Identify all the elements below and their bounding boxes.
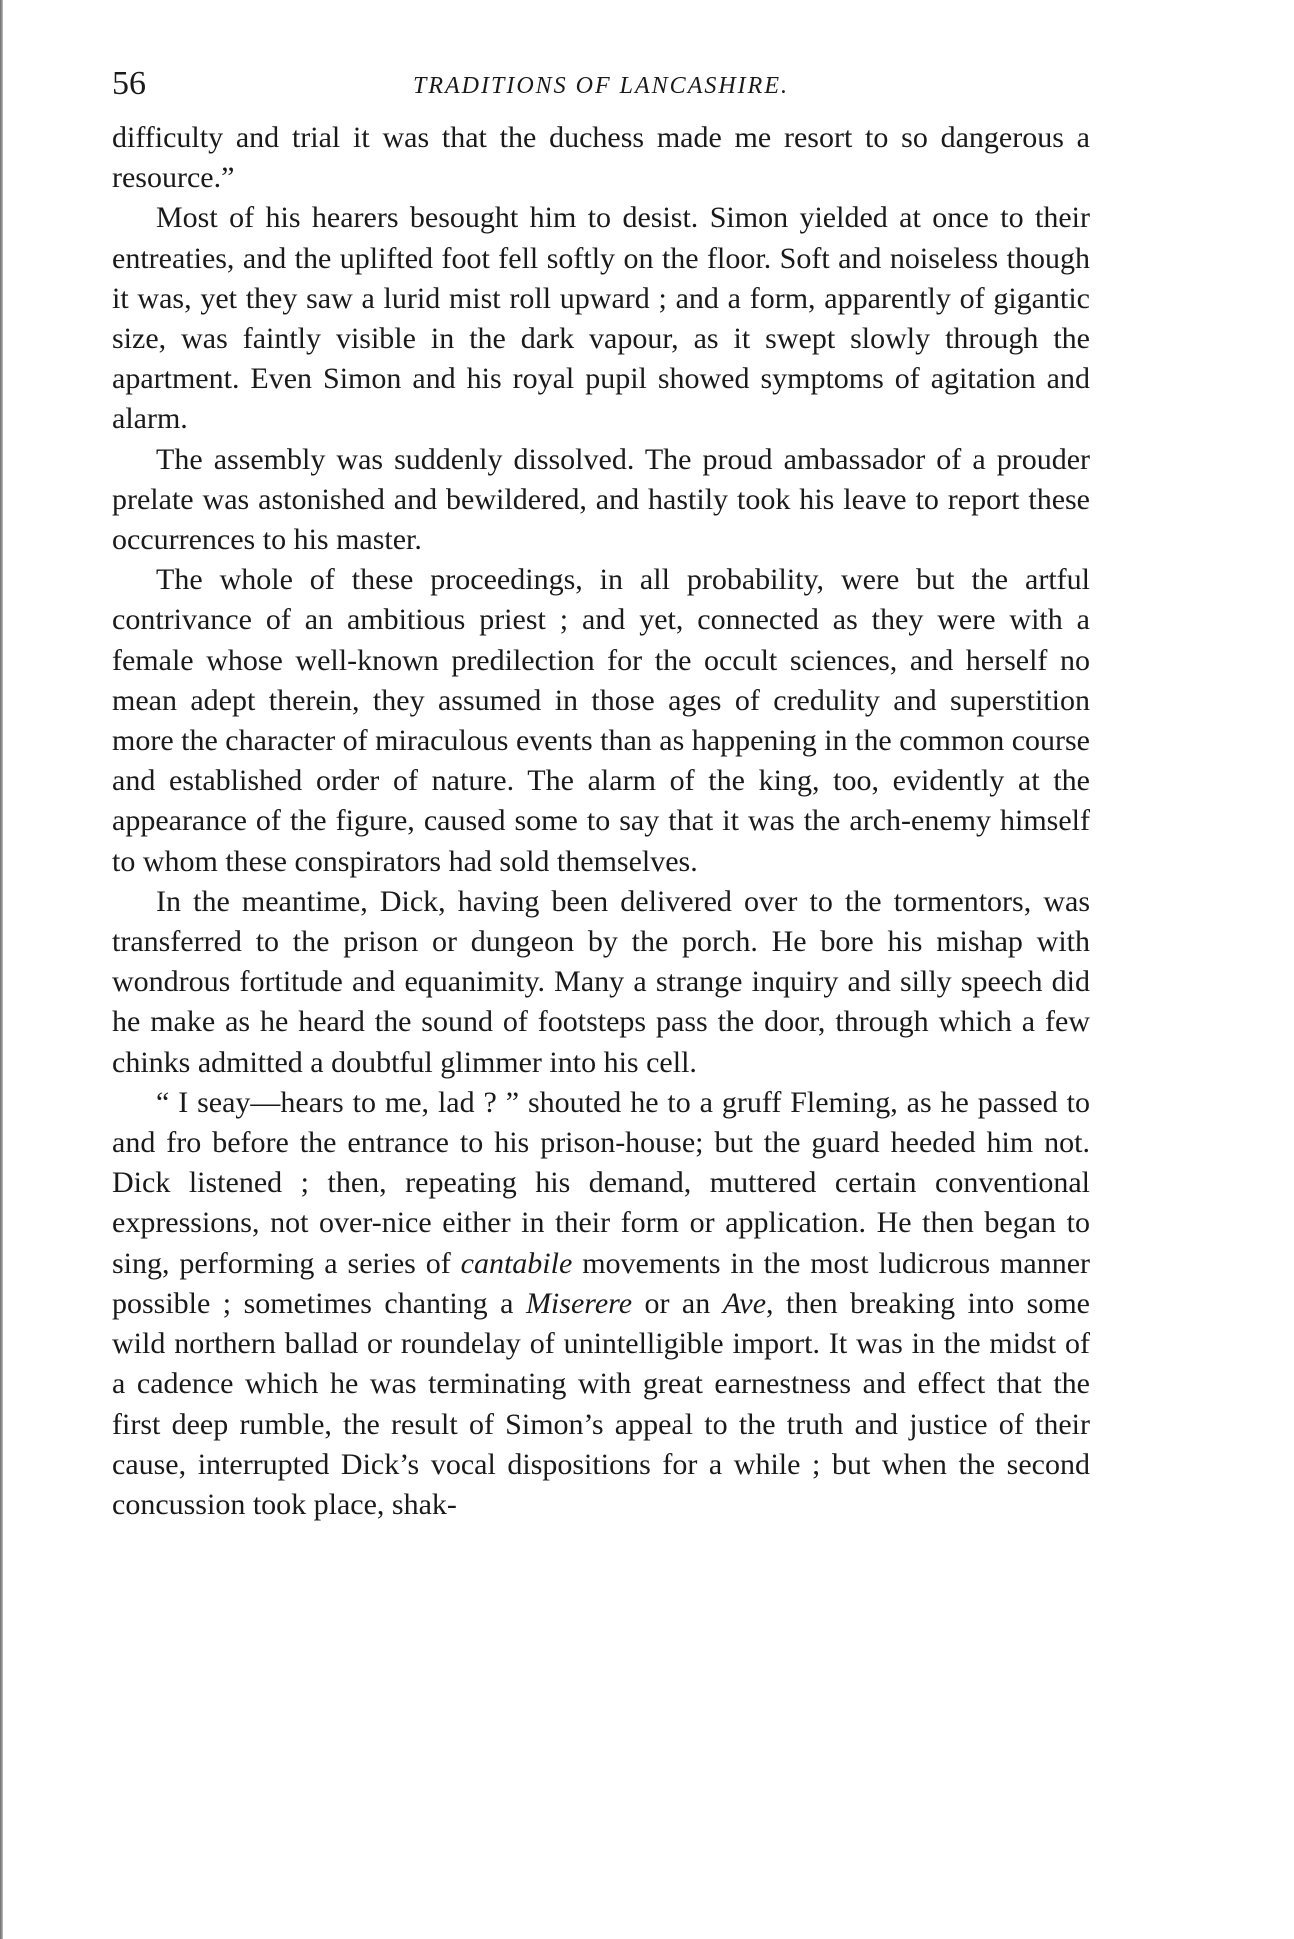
page-number: 56 bbox=[112, 65, 146, 102]
paragraph-dick-singing bbox=[112, 1083, 1090, 1525]
paragraph-dick-dungeon: In the meantime, Dick, having been delivered over to the tormentors, was transferred to the prison or dungeon by the porch. He bore his mishap with wondrous fortitude and equanimity. Many a strange inquiry and silly speech did he make as he heard the sound of footsteps pass the door, through which a few chinks admitted a doubtful glimmer into his cell. bbox=[112, 884, 1090, 1079]
text-run: “ I seay—hears to me, lad ? ” shouted he to a gruff Fleming, as he passed to and fro before the entrance to his prison-house; but the guard heeded him not. Dick listened ; then, repeating his demand, muttered certain conventional expressions, not over-nice either in their form or application. He then began to sing, performing a series of bbox=[112, 1085, 1090, 1280]
italic-term-ave: Ave bbox=[722, 1286, 767, 1320]
body-text bbox=[112, 118, 1090, 1525]
page-binding-edge bbox=[0, 0, 3, 1939]
paragraph-proceedings: The whole of these proceedings, in all probability, were but the artful contrivance of an ambitious priest ; and yet, connected as they were with a female whose well-known predilection for the occult sciences, and herself no mean adept therein, they assumed in those ages of credulity and superstition more the character of miraculous events than as happening in the common course and established order of nature. The alarm of the king, too, evidently at the appearance of the figure, caused some to say that it was the arch-enemy himself to whom these conspirators had sold themselves. bbox=[112, 563, 1090, 878]
italic-term-cantabile: cantabile bbox=[460, 1246, 573, 1280]
paragraph-assembly-dissolved: The assembly was suddenly dissolved. The proud ambassador of a prouder prelate was astonished and bewildered, and hastily took his leave to report these occurrences to his master. bbox=[112, 442, 1090, 557]
text-run: , then breaking into some wild northern ballad or roundelay of unintelligible import. It was in the midst of a cadence which he was terminating with great earnestness and effect that the first deep rumble, the result of Simon’s appeal to the truth and justice of their cause, interrupted Dick’s vocal dispositions for a while ; but when the second concussion took place, shak- bbox=[112, 1286, 1090, 1521]
text-run: or an bbox=[632, 1286, 723, 1320]
book-page bbox=[112, 62, 1090, 1525]
paragraph-simon-yielded: Most of his hearers besought him to desist. Simon yielded at once to their entreaties, and the uplifted foot fell softly on the floor. Soft and noiseless though it was, yet they saw a lurid mist roll upward ; and a form, apparently of gigantic size, was faintly visible in the dark vapour, as it swept slowly through the apartment. Even Simon and his royal pupil showed symptoms of agitation and alarm. bbox=[112, 201, 1090, 436]
text-run: movements in the most ludicrous manner possible ; sometimes chanting a bbox=[112, 1246, 1090, 1320]
paragraph-continued: difficulty and trial it was that the duchess made me resort to so dangerous a resource.” bbox=[112, 121, 1090, 195]
running-head bbox=[112, 62, 1090, 106]
italic-term-miserere: Miserere bbox=[525, 1286, 633, 1320]
running-title: TRADITIONS OF LANCASHIRE. bbox=[413, 73, 789, 99]
